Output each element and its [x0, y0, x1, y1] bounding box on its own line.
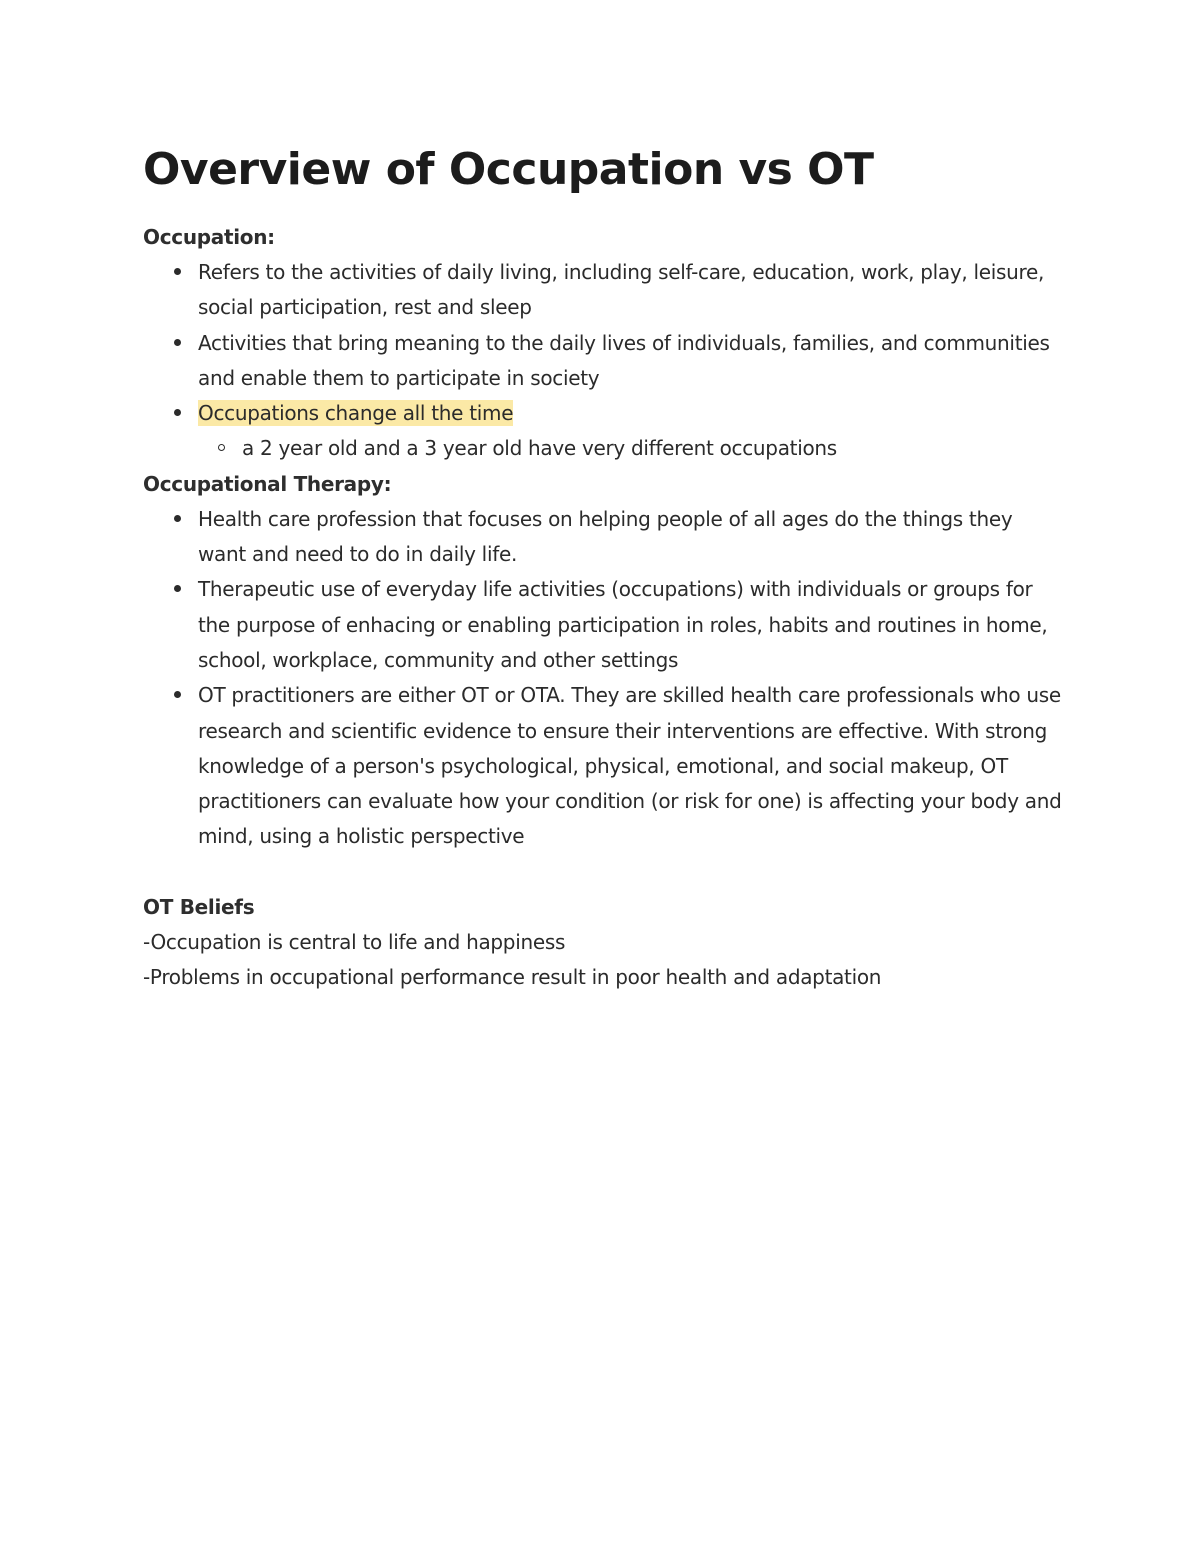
list-item: [198, 255, 1063, 326]
occupation-list: [143, 255, 1063, 467]
sub-list-item-text: a 2 year old and a 3 year old have very different occupations: [242, 436, 837, 461]
belief-line: -Occupation is central to life and happiness: [143, 929, 566, 954]
list-item: [198, 326, 1063, 397]
hollow-bullet-icon: [218, 444, 225, 451]
occupation-sublist: [198, 431, 1063, 466]
occupation-heading: Occupation:: [143, 225, 275, 249]
list-item: [198, 396, 1063, 467]
bullet-icon: [174, 339, 181, 346]
list-item-text: Activities that bring meaning to the daily lives of individuals, families, and communities and enable them to participate in society: [198, 330, 1050, 390]
list-item-text: OT practitioners are either OT or OTA. They are skilled health care professionals who use research and scientific evidence to ensure their interventions are effective. With strong knowledge of a person's psychological, physical, emotional, and social makeup, OT practitioners can evaluate how your condition (or risk for one) is affecting your body and mind, using a holistic perspective: [198, 683, 1062, 849]
bullet-icon: [174, 268, 181, 275]
list-item-text: Refers to the activities of daily living, including self-care, education, work, play, leisure, social participation, rest and sleep: [198, 260, 1045, 320]
document-page: [143, 140, 1063, 995]
list-item-text: Health care profession that focuses on helping people of all ages do the things they want and need to do in daily life.: [198, 506, 1013, 567]
ot-beliefs-heading: OT Beliefs: [143, 894, 255, 919]
list-item: [198, 502, 1063, 573]
bullet-icon: [174, 409, 181, 416]
list-item-text: Therapeutic use of everyday life activities (occupations) with individuals or groups for the purpose of enhacing or enabling participation in roles, habits and routines in home, school, workplace, community and other settings: [198, 577, 1048, 672]
sub-list-item: [242, 431, 1063, 466]
bullet-icon: [174, 515, 181, 522]
list-item: [198, 678, 1063, 854]
belief-line: -Problems in occupational performance result in poor health and adaptation: [143, 965, 882, 990]
page-title: Overview of Occupation vs OT: [143, 144, 874, 195]
occupational-therapy-heading: Occupational Therapy:: [143, 471, 392, 496]
bullet-icon: [174, 691, 181, 698]
blank-line: [143, 855, 1063, 890]
therapy-list: [143, 502, 1063, 855]
bullet-icon: [174, 585, 181, 592]
highlighted-text: Occupations change all the time: [198, 401, 514, 426]
list-item: [198, 572, 1063, 678]
